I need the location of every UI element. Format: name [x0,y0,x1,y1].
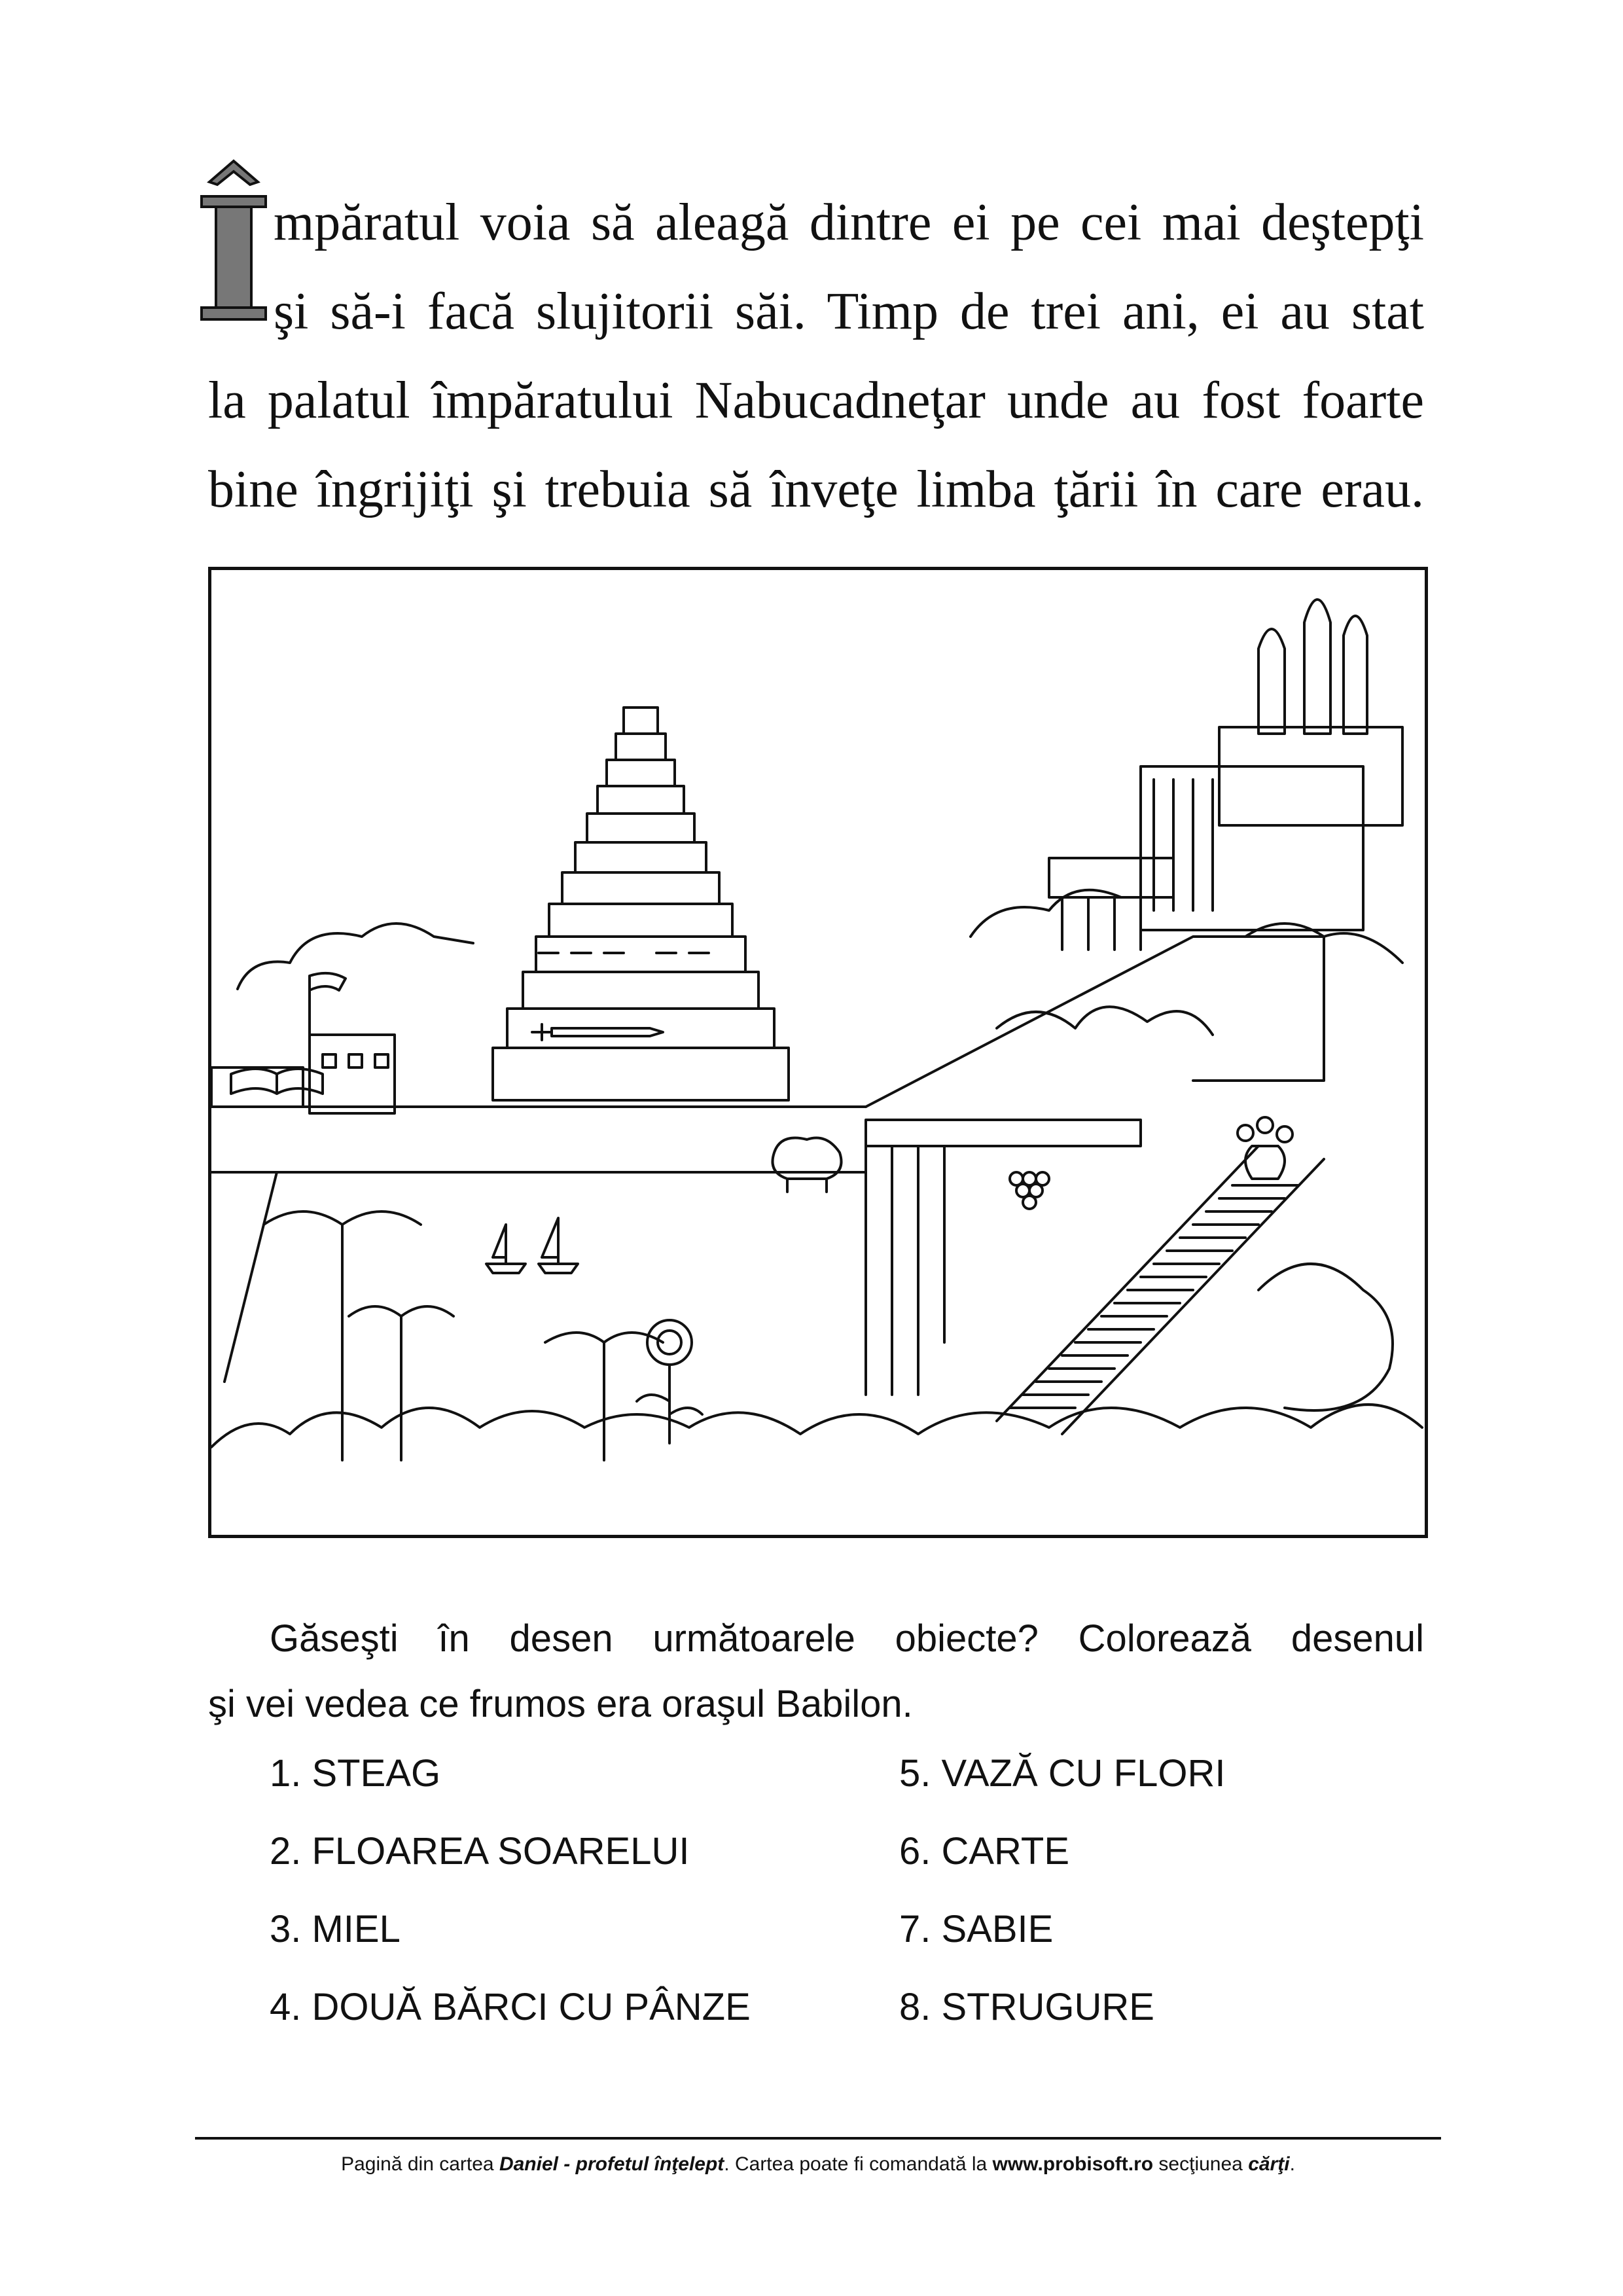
footer-site-link[interactable]: www.probisoft.ro [992,2153,1154,2175]
footer-section: cărţi [1248,2153,1290,2175]
sailboats-drawing [486,1218,578,1273]
list-item: 5. VAZĂ CU FLORI [899,1752,1226,1795]
sword-drawing [532,1024,663,1040]
story-line: şi să-i facă slujitorii săi. Timp de trei ani, ei au stat [274,283,1424,340]
footer-prefix: Pagină din cartea [341,2153,499,2175]
list-item: 6. CARTE [899,1830,1070,1873]
list-item: 1. STEAG [270,1752,441,1795]
page-footer [195,2153,1441,2176]
list-item: 2. FLOAREA SOARELUI [270,1830,690,1873]
ziggurat-tower [493,708,789,1100]
object-list-left [270,1741,751,2053]
flower-vase-drawing [1238,1117,1293,1179]
footer-book-title: Daniel - profetul înţelept [499,2153,724,2175]
footer-divider [195,2137,1441,2140]
list-item: 4. DOUĂ BĂRCI CU PÂNZE [270,1986,751,2028]
coloring-illustration [208,567,1428,1538]
list-item: 8. STRUGURE [899,1986,1154,2028]
instructions-line: şi vei vedea ce frumos era oraşul Babilon. [208,1683,913,1725]
story-line: mpăratul voia să aleagă dintre ei pe cei mai deştepţi [274,194,1424,251]
flag-drawing [310,973,346,1035]
footer-end: . [1289,2153,1295,2175]
object-list-right [899,1741,1225,2053]
grapes-drawing [1010,1172,1049,1209]
list-item: 7. SABIE [899,1908,1054,1950]
footer-after-site: secţiunea [1153,2153,1249,2175]
instructions-paragraph [208,1606,1424,1737]
sheep-drawing [773,1138,842,1193]
story-line: bine îngrijiţi şi trebuia să înveţe limba ţării în care erau. [208,461,1424,518]
palace-building [1049,600,1402,950]
list-item: 3. MIEL [270,1908,401,1950]
instructions-line: Găseşti în desen următoarele obiecte? Colorează desenul [270,1617,1424,1660]
story-line: la palatul împăratului Nabucadneţar unde au fost foarte [208,372,1424,429]
footer-middle: . Cartea poate fi comandată la [724,2153,993,2175]
story-paragraph [208,178,1424,534]
